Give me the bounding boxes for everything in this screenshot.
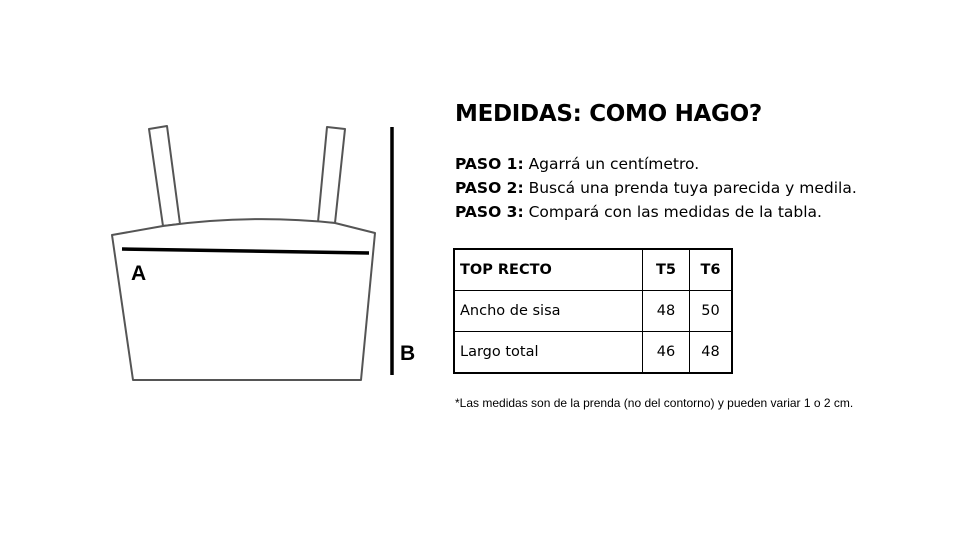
footnote: *Las medidas son de la prenda (no del contorno) y pueden variar 1 o 2 cm. (455, 396, 854, 410)
table-cell: 48 (690, 332, 733, 374)
table-header: T6 (690, 249, 733, 291)
size-table (453, 248, 733, 374)
page-title: MEDIDAS: COMO HAGO? (455, 101, 762, 127)
step-label: PASO 1: (455, 155, 524, 173)
measure-label-a: A (131, 262, 147, 285)
step-2 (455, 176, 857, 200)
table-row (454, 332, 732, 374)
table-row (454, 291, 732, 332)
left-strap (149, 126, 180, 226)
step-label: PASO 3: (455, 203, 524, 221)
top-body-outline (112, 219, 375, 380)
steps-list (455, 152, 857, 224)
measure-label-b: B (400, 342, 416, 365)
step-text: Buscá una prenda tuya parecida y medila. (523, 179, 857, 197)
step-3 (455, 200, 857, 224)
step-text: Compará con las medidas de la tabla. (523, 203, 822, 221)
table-cell: 48 (643, 291, 690, 332)
table-cell: Ancho de sisa (454, 291, 643, 332)
table-cell: 50 (690, 291, 733, 332)
table-header-row (454, 249, 732, 291)
step-label: PASO 2: (455, 179, 524, 197)
step-1 (455, 152, 857, 176)
step-text: Agarrá un centímetro. (523, 155, 700, 173)
table-header: T5 (643, 249, 690, 291)
right-strap (318, 127, 345, 223)
table-header: TOP RECTO (454, 249, 643, 291)
table-cell: Largo total (454, 332, 643, 374)
table-cell: 46 (643, 332, 690, 374)
